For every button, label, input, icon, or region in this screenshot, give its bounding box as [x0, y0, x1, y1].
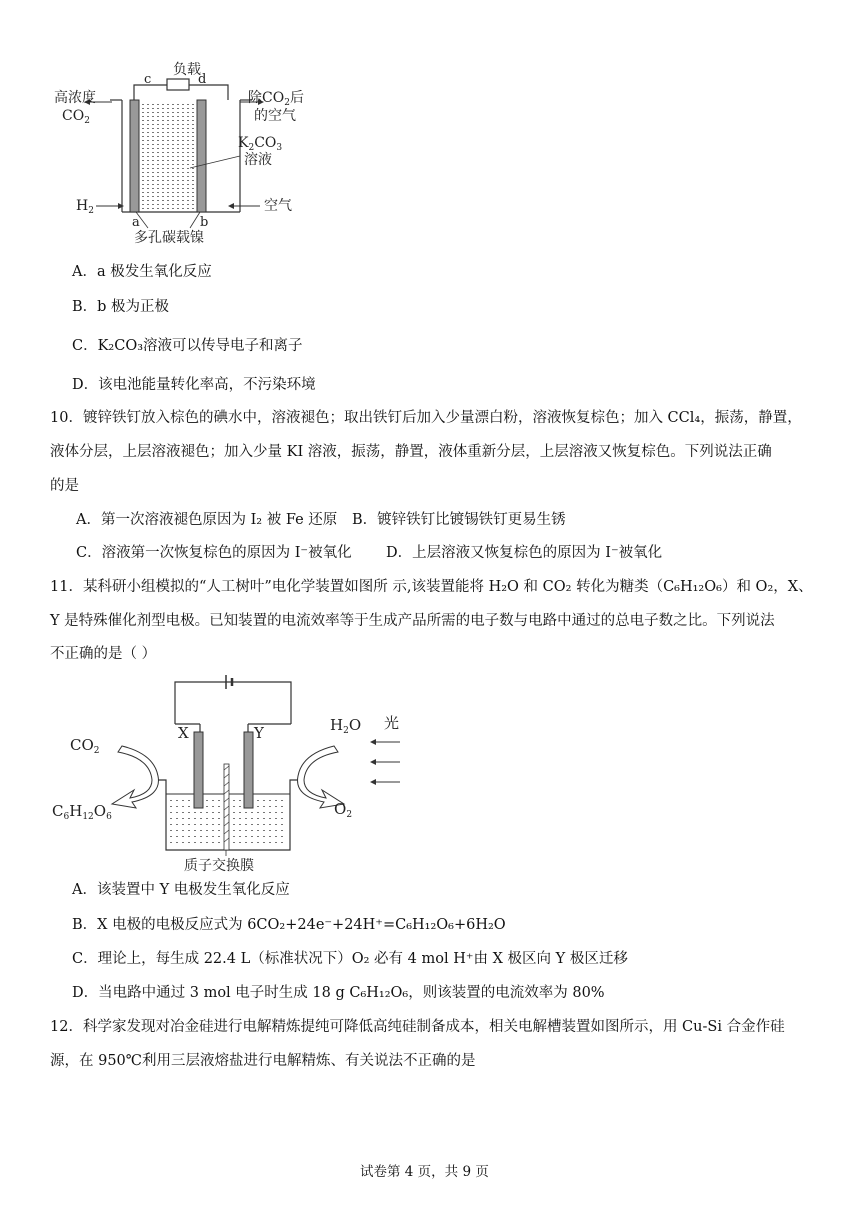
q9-option-d: D．该电池能量转化率高，不污染环境 [72, 377, 316, 393]
electrode-x [194, 732, 203, 808]
electrode-a [130, 100, 139, 212]
air-out-label-2: 的空气 [254, 108, 296, 124]
q10-stem-3: 的是 [50, 478, 79, 494]
q10-stem-1: 10．镀锌铁钉放入棕色的碘水中，溶液褪色；取出铁钉后加入少量漂白粉，溶液恢复棕色；加入 CCl₄，振荡，静置， [50, 410, 802, 426]
q11-stem-2: Y 是特殊催化剂型电极。已知装置的电流效率等于生成产品所需的电子数与电路中通过的总电子数之比。下列说法 [50, 613, 775, 629]
q11-option-a: A．该装置中 Y 电极发生氧化反应 [72, 882, 290, 898]
co2-label: $CO_2$ [70, 736, 100, 756]
q12-stem-1: 12．科学家发现对冶金硅进行电解精炼提纯可降低高纯硅制备成本，相关电解槽装置如图所示，用 Cu-Si 合金作硅 [50, 1019, 785, 1035]
h2o-label: $H_2O$ [330, 716, 362, 736]
electrode-y [244, 732, 253, 808]
electrolyte-pattern [142, 104, 194, 209]
q9-option-c: C．K₂CO₃溶液可以传导电子和离子 [72, 338, 303, 354]
k2co3-label: $K_2CO_3$ [238, 135, 283, 153]
h2-label: $H_2$ [76, 198, 94, 216]
electrode-b [197, 100, 206, 212]
high-co2-label: 高浓度 [54, 90, 96, 106]
h2o-conversion-arrow [298, 746, 344, 808]
q9-option-b: B．b 极为正极 [72, 299, 170, 315]
q10-stem-2: 液体分层，上层溶液褪色；加入少量 KI 溶液，振荡，静置，液体重新分层，上层溶液又恢复棕色。下列说法正确 [50, 444, 772, 460]
terminal-c: c [144, 72, 152, 87]
q10-option-b: B．镀锌铁钉比镀锡铁钉更易生锈 [352, 512, 566, 528]
page-footer: 试卷第 4 页，共 9 页 [360, 1164, 489, 1180]
co2-conversion-arrow [112, 746, 158, 808]
q10-option-c: C．溶液第一次恢复棕色的原因为 I⁻被氧化 [76, 545, 352, 561]
o2-label: $O_2$ [334, 800, 353, 820]
q11-option-b: B．X 电极的电极反应式为 6CO₂+24e⁻+24H⁺=C₆H₁₂O₆+6H₂O [72, 917, 506, 933]
membrane-label: 质子交换膜 [184, 858, 254, 874]
k2co3-label-2: 溶液 [244, 152, 272, 168]
light-label: 光 [384, 714, 400, 732]
q11-stem-1: 11．某科研小组模拟的“人工树叶”电化学装置如图所 示,该装置能将 H₂O 和 CO₂ 转化为糖类（C₆H₁₂O₆）和 O₂，X、 [50, 579, 813, 595]
electrode-x-label: X [178, 724, 189, 742]
q12-stem-2: 源，在 950℃利用三层液熔盐进行电解精炼、有关说法不正确的是 [50, 1053, 476, 1069]
air-in-label: 空气 [264, 198, 292, 214]
q10-option-d: D．上层溶液又恢复棕色的原因为 I⁻被氧化 [386, 545, 663, 561]
electrode-label: 多孔碳载镍 [134, 230, 204, 246]
electrode-b-label: b [200, 215, 209, 230]
artificial-leaf-figure [48, 668, 408, 878]
q11-stem-3: 不正确的是（ ） [50, 646, 157, 662]
load-resistor [167, 79, 189, 90]
electrode-y-label: Y [254, 724, 264, 742]
high-co2-formula: $CO_2$ [62, 108, 90, 126]
q9-option-a: A．a 极发生氧化反应 [72, 264, 212, 280]
load-label: 负载 [173, 62, 201, 78]
glucose-label: $C_6H_{12}O_6$ [52, 802, 112, 822]
electrode-a-label: a [132, 215, 140, 230]
q11-option-c: C．理论上，每生成 22.4 L（标准状况下）O₂ 必有 4 mol H⁺由 X 极区向 Y 极区迁移 [72, 951, 628, 967]
terminal-d: d [198, 72, 207, 87]
air-out-label: 除$CO_2$后 [248, 90, 304, 108]
q11-option-d: D．当电路中通过 3 mol 电子时生成 18 g C₆H₁₂O₆，则该装置的电流效率为 80% [72, 985, 605, 1001]
q10-option-a: A．第一次溶液褪色原因为 I₂ 被 Fe 还原 [76, 512, 338, 528]
proton-exchange-membrane [224, 764, 229, 850]
